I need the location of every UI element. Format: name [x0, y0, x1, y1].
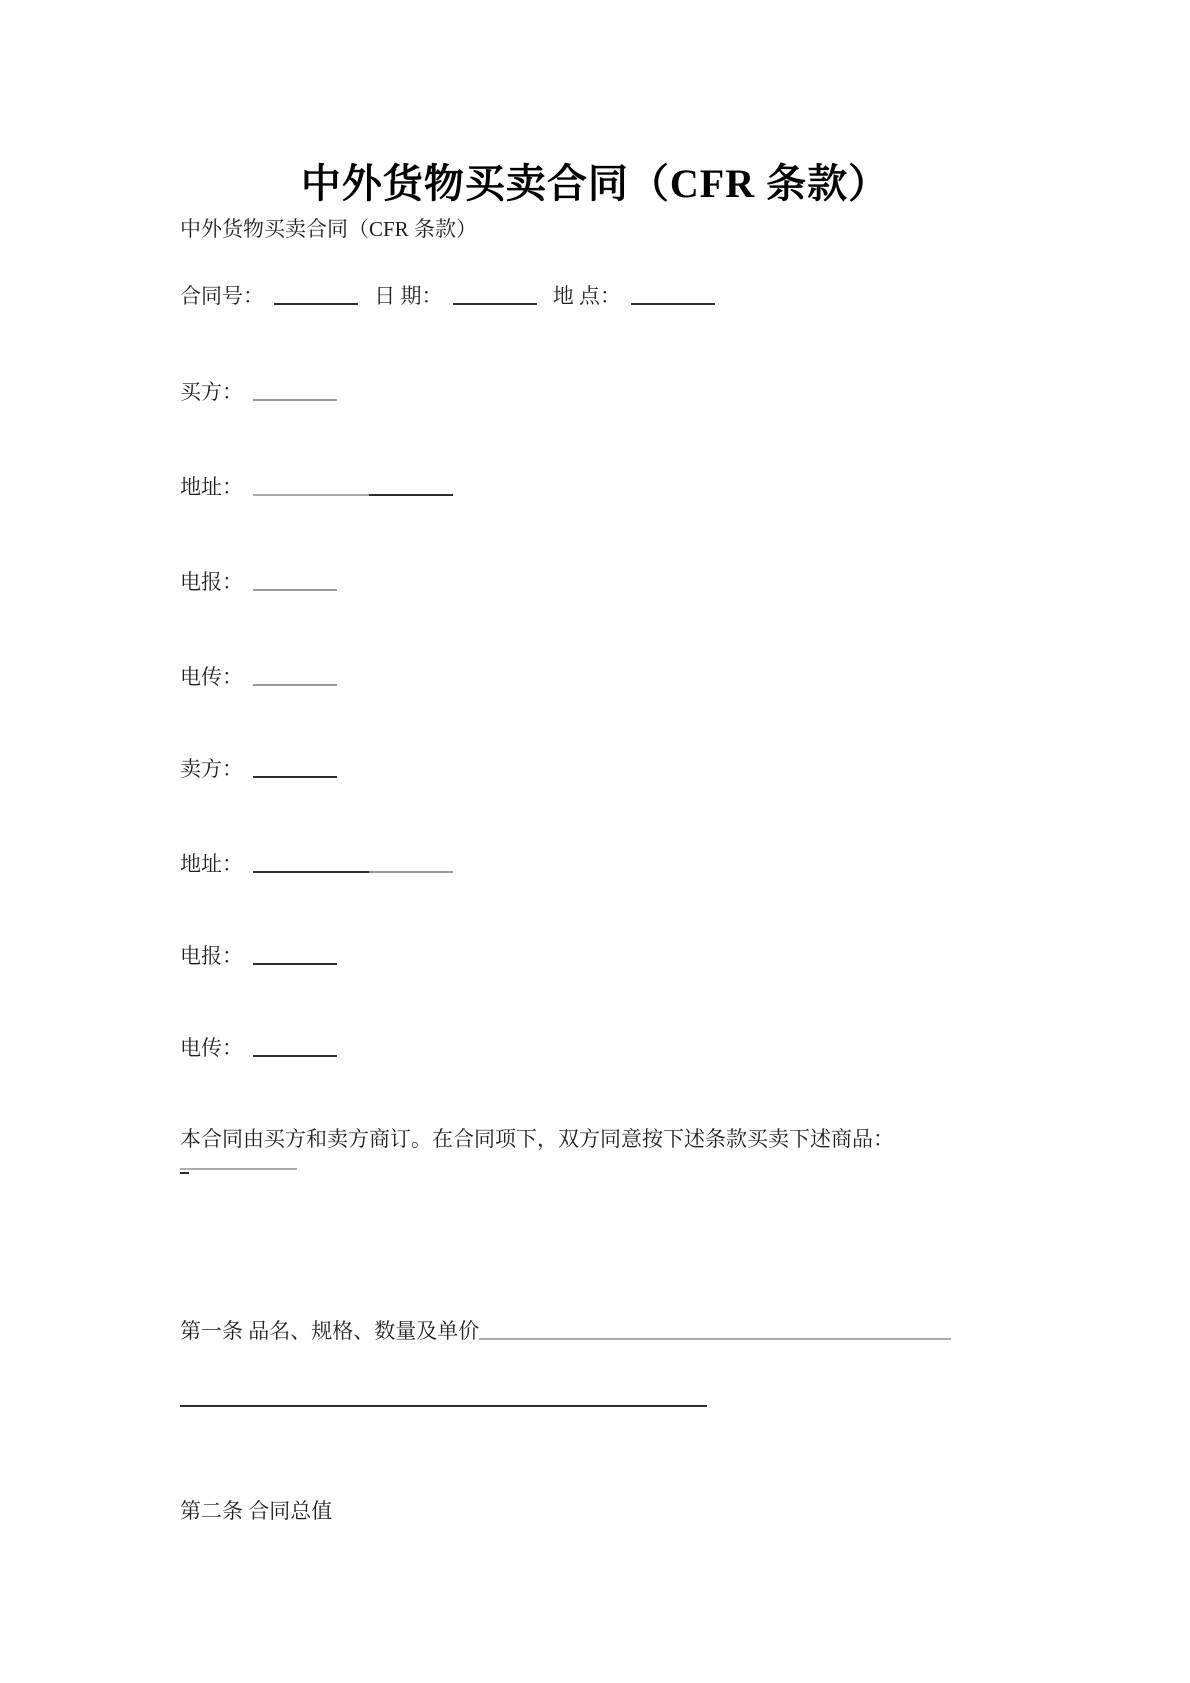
seller-cable-line: [180, 945, 337, 967]
contract-no-label: 合同号：: [180, 284, 264, 308]
goods-blank-field-wrapped: [180, 1172, 189, 1174]
buyer-cable-line: [180, 571, 337, 593]
date-blank-field: [453, 303, 537, 305]
article-2-label: 第二条 合同总值: [180, 1499, 333, 1523]
buyer-address-blank-field-2: [369, 494, 453, 496]
date-label: 日 期：: [374, 284, 443, 308]
buyer-cable-blank-field: [253, 589, 337, 591]
seller-telex-blank-field: [253, 1055, 337, 1057]
seller-line: [180, 758, 337, 780]
seller-address-blank-field: [253, 871, 369, 873]
article-1-blank-second-line: [180, 1387, 707, 1409]
article-1-blank-field: [479, 1338, 951, 1340]
buyer-address-line: [180, 476, 453, 498]
agreement-clause-wrap-line: [180, 1154, 189, 1176]
buyer-address-blank-field: [253, 494, 369, 496]
article-1-line: [180, 1320, 951, 1342]
article-1-blank-field-2: [180, 1405, 707, 1407]
agreement-clause: [180, 1128, 1020, 1172]
buyer-label: 买方：: [180, 380, 243, 404]
article-2-line: [180, 1500, 332, 1522]
contract-no-blank-field: [274, 303, 358, 305]
address-label: 地址：: [180, 475, 243, 499]
telex-label: 电传：: [180, 1036, 243, 1060]
buyer-telex-line: [180, 666, 337, 688]
cable-label: 电报：: [180, 944, 243, 968]
buyer-telex-blank-field: [253, 684, 337, 686]
seller-cable-blank-field: [253, 963, 337, 965]
buyer-blank-field: [253, 399, 337, 401]
cable-label: 电报：: [180, 570, 243, 594]
document-title: 中外货物买卖合同（CFR 条款）: [300, 161, 890, 206]
contract-meta-line: [180, 285, 715, 307]
seller-label: 卖方：: [180, 757, 243, 781]
seller-blank-field: [253, 776, 337, 778]
seller-address-line: [180, 853, 453, 875]
agreement-clause-text: 本合同由买方和卖方商订。在合同项下，双方同意按下述条款买卖下述商品：: [180, 1127, 894, 1151]
address-label: 地址：: [180, 852, 243, 876]
seller-telex-line: [180, 1037, 337, 1059]
telex-label: 电传：: [180, 665, 243, 689]
place-label: 地 点：: [552, 284, 621, 308]
buyer-line: [180, 381, 337, 403]
article-1-label: 第一条 品名、规格、数量及单价: [180, 1319, 480, 1343]
place-blank-field: [631, 303, 715, 305]
document-subtitle: 中外货物买卖合同（CFR 条款）: [180, 217, 477, 241]
goods-blank-field: [180, 1168, 297, 1170]
seller-address-blank-field-2: [369, 871, 453, 873]
